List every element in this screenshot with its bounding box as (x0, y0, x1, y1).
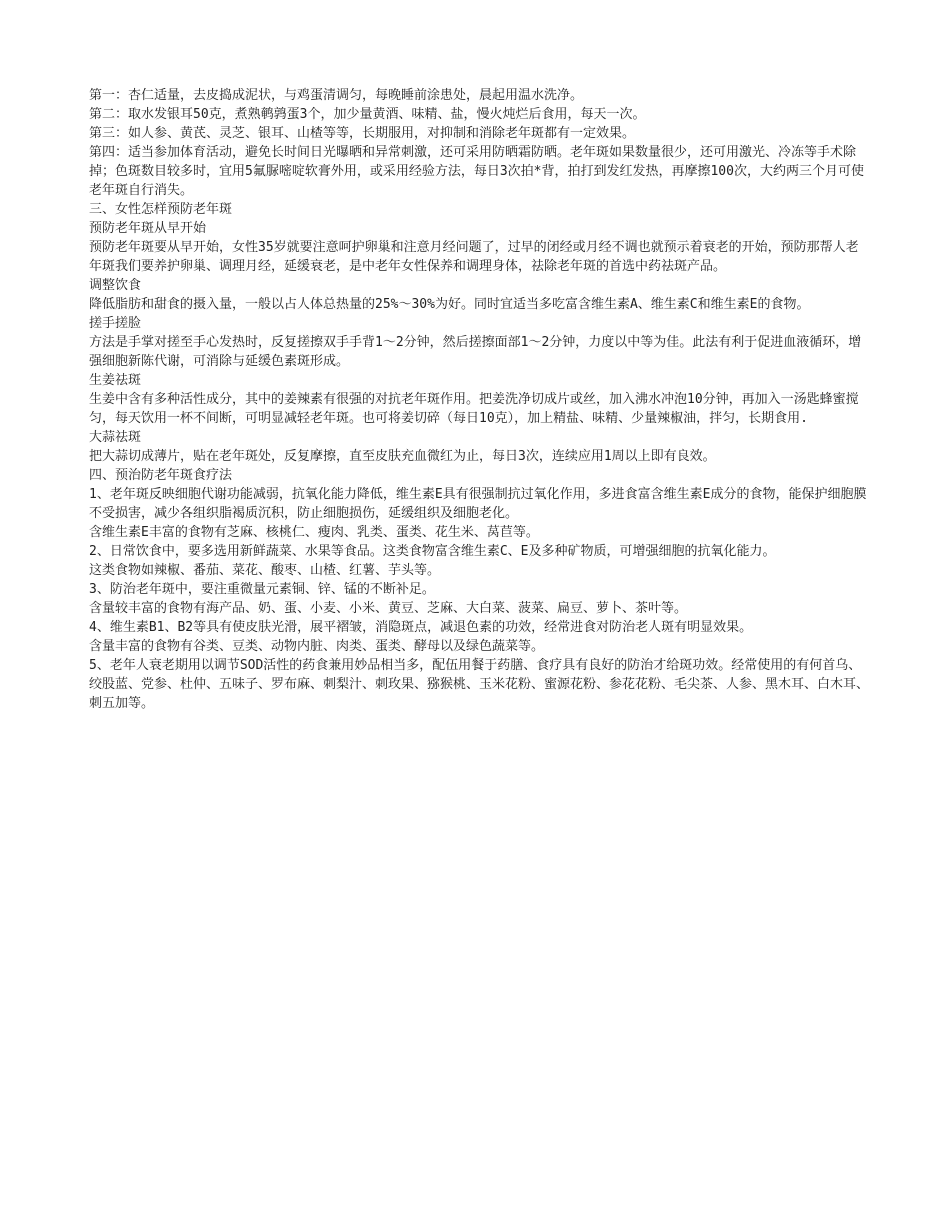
paragraph-item-3-foods: 含量较丰富的食物有海产品、奶、蛋、小麦、小米、黄豆、芝麻、大白菜、菠菜、扁豆、萝卜、茶叶等。 (89, 601, 688, 616)
section-heading-3: 三、女性怎样预防老年斑 (89, 202, 233, 217)
paragraph-item-3: 3、防治老年斑中，要注重微量元素铜、锌、锰的不断补足。 (89, 582, 435, 597)
paragraph-item-5: 5、老年人衰老期用以调节SOD活性的药食兼用妙品相当多，配伍用餐于药膳、食疗具有良好的防治才给斑功效。经常使用的有何首乌、绞股蓝、党参、杜仲、五味子、罗布麻、刺梨汁、刺玫果、猕猴桃、玉米花粉、蜜源花粉、参花花粉、毛尖茶、人参、黑木耳、白木耳、刺五加等。 (89, 658, 870, 711)
subheading-early-prevention: 预防老年斑从早开始 (89, 221, 207, 236)
paragraph-remedy-2: 第二：取水发银耳50克，煮熟鹌鹑蛋3个，加少量黄酒、味精、盐，慢火炖烂后食用，每天一次。 (89, 107, 646, 122)
paragraph-item-4: 4、维生素B1、B2等具有使皮肤光滑，展平褶皱，消隐斑点，减退色素的功效，经常进食对防治老人斑有明显效果。 (89, 620, 753, 635)
document-body (89, 86, 869, 713)
subheading-garlic: 大蒜祛斑 (89, 430, 142, 445)
paragraph-rub-hands: 方法是手掌对搓至手心发热时，反复搓擦双手手背1～2分钟，然后搓擦面部1～2分钟，力度以中等为佳。此法有利于促进血液循环，增强细胞新陈代谢，可消除与延缓色素斑形成。 (89, 335, 862, 369)
paragraph-garlic: 把大蒜切成薄片，贴在老年斑处，反复摩擦，直至皮肤充血微红为止，每日3次，连续应用1周以上即有良效。 (89, 449, 716, 464)
subheading-rub-hands: 搓手搓脸 (89, 316, 142, 331)
paragraph-early-prevention: 预防老年斑要从早开始，女性35岁就要注意呵护卵巢和注意月经问题了，过早的闭经或月经不调也就预示着衰老的开始，预防那帮人老年斑我们要养护卵巢、调理月经，延缓衰老，是中老年女性保养和调理身体，祛除老年斑的首选中药祛斑产品。 (89, 240, 859, 274)
paragraph-diet: 降低脂肪和甜食的摄入量，一般以占人体总热量的25%～30%为好。同时宜适当多吃富含维生素A、维生素C和维生素E的食物。 (89, 297, 810, 312)
paragraph-item-2-foods: 这类食物如辣椒、番茄、菜花、酸枣、山楂、红薯、芋头等。 (89, 563, 441, 578)
paragraph-item-1-foods: 含维生素E丰富的食物有芝麻、核桃仁、瘦肉、乳类、蛋类、花生米、莴苣等。 (89, 525, 539, 540)
paragraph-ginger: 生姜中含有多种活性成分，其中的姜辣素有很强的对抗老年斑作用。把姜洗净切成片或丝，加入沸水冲泡10分钟，再加入一汤匙蜂蜜搅匀，每天饮用一杯不间断，可明显减轻老年斑。也可将姜切碎（每日10克），加上精盐、味精、少量辣椒油，拌匀，长期食用. (89, 392, 859, 426)
paragraph-item-1: 1、老年斑反映细胞代谢功能减弱，抗氧化能力降低，维生素E具有很强制抗过氧化作用，多进食富含维生素E成分的食物，能保护细胞膜不受损害，减少各组织脂褐质沉积，防止细胞损伤，延缓组织及细胞老化。 (89, 487, 867, 521)
subheading-diet: 调整饮食 (89, 278, 142, 293)
paragraph-item-2: 2、日常饮食中，要多选用新鲜蔬菜、水果等食品。这类食物富含维生素C、E及多种矿物质，可增强细胞的抗氧化能力。 (89, 544, 776, 559)
paragraph-remedy-3: 第三：如人参、黄芪、灵芝、银耳、山楂等等，长期服用，对抑制和消除老年斑都有一定效果。 (89, 126, 636, 141)
paragraph-item-4-foods: 含量丰富的食物有谷类、豆类、动物内脏、肉类、蛋类、酵母以及绿色蔬菜等。 (89, 639, 545, 654)
paragraph-remedy-1: 第一：杏仁适量，去皮捣成泥状，与鸡蛋清调匀，每晚睡前涂患处，晨起用温水洗净。 (89, 88, 584, 103)
section-heading-4: 四、预治防老年斑食疗法 (89, 468, 233, 483)
subheading-ginger: 生姜祛斑 (89, 373, 142, 388)
paragraph-remedy-4: 第四：适当参加体育活动，避免长时间日光曝晒和异常刺激，还可采用防晒霜防晒。老年斑如果数量很少，还可用激光、冷冻等手术除掉；色斑数目较多时，宜用5氟脲嘧啶软膏外用，或采用经验方法，每日3次拍*背，拍打到发红发热，再摩擦100次，大约两三个月可使老年斑自行消失。 (89, 145, 864, 198)
